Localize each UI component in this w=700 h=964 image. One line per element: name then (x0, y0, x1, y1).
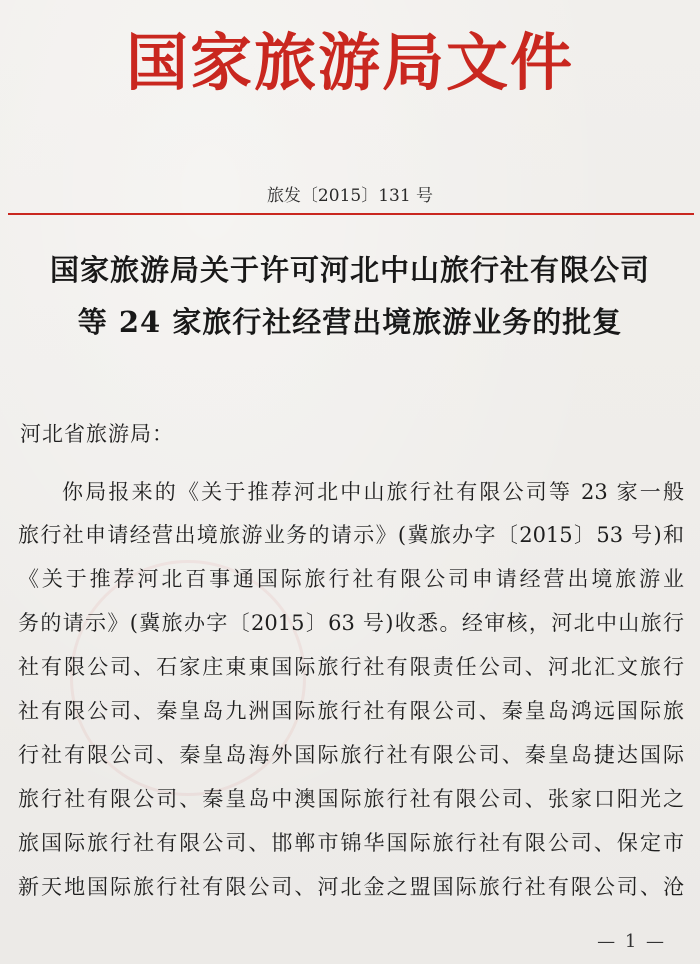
body-text-line: 新天地国际旅行社有限公司、河北金之盟国际旅行社有限公司、沧 (18, 875, 684, 899)
document-header-title: 国家旅游局文件 (125, 26, 574, 99)
body-text-line: 社有限公司、秦皇岛九洲国际旅行社有限公司、秦皇岛鸿远国际旅 (18, 699, 684, 723)
document-number: 旅发〔2015〕131 号 (266, 186, 434, 206)
page-number: — 1 — (597, 931, 666, 952)
body-text-line: 旅行社申请经营出境旅游业务的请示》(冀旅办字〔2015〕53 号)和 (18, 523, 684, 547)
body-text-line: 《关于推荐河北百事通国际旅行社有限公司申请经营出境旅游业 (18, 567, 684, 591)
document-title-line-2: 等 24 家旅行社经营出境旅游业务的批复 (77, 305, 623, 339)
body-text-line: 行社有限公司、秦皇岛海外国际旅行社有限公司、秦皇岛捷达国际 (18, 743, 684, 767)
body-text-line: 你局报来的《关于推荐河北中山旅行社有限公司等 23 家一般 (62, 480, 684, 504)
body-text-line: 务的请示》(冀旅办字〔2015〕63 号)收悉。经审核，河北中山旅行 (18, 611, 684, 635)
body-text-line: 旅行社有限公司、秦皇岛中澳国际旅行社有限公司、张家口阳光之 (18, 787, 684, 811)
document-title-line-1: 国家旅游局关于许可河北中山旅行社有限公司 (49, 253, 650, 287)
body-text-line: 社有限公司、石家庄東東国际旅行社有限责任公司、河北汇文旅行 (18, 655, 684, 679)
body-text-line: 旅国际旅行社有限公司、邯郸市锦华国际旅行社有限公司、保定市 (18, 831, 684, 855)
red-divider-line (8, 213, 694, 215)
recipient-salutation: 河北省旅游局： (20, 422, 174, 446)
